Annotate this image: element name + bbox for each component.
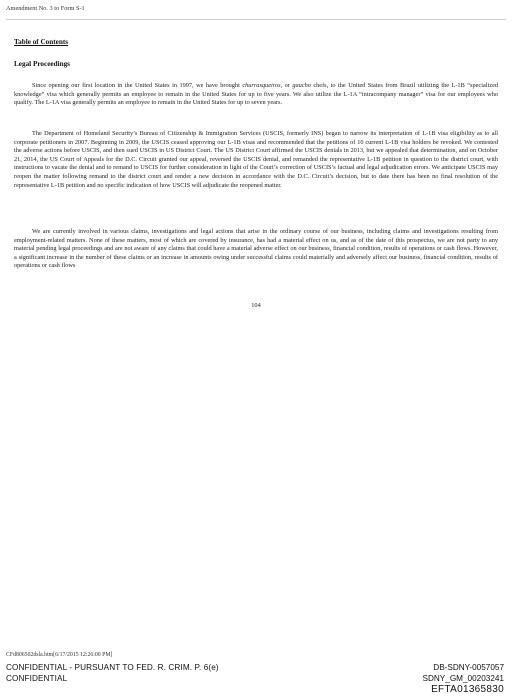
paragraph-3: We are currently involved in various claims, investigations and legal actions that arise in the ordinary course of our business, including claims and investigations resulting from employment-related matters. None of these matters, most of which are covered by insurance, has had a material effect on us, and as of the date of this prospectus, we are not party to any material pending legal proceedings and are not aware of any claims that could have a material adverse effect on our business, financial condition, results of operations or cash flows. However, a significant increase in the number of these claims or an increase in amounts owing under successful claims could materially and adversely affect our business, financial condition, results of operations or cash flows — [14, 228, 498, 270]
paragraph-1-before: Since opening our first location in the United States in 1997, we have brought — [32, 82, 243, 89]
confidential-notice: CONFIDENTIAL - PURSUANT TO FED. R. CRIM. P. 6(e) — [6, 663, 219, 672]
file-metadata: CFd80650​2dsla.htm[6/17/2015 12:26:00 PM] — [6, 652, 113, 658]
term-churrasqueiros: churrasqueiros — [242, 82, 281, 89]
bates-number-sdny: SDNY_GM_00203241 — [422, 674, 504, 683]
paragraph-1-mid: , or — [280, 82, 293, 89]
bates-number-db: DB-SDNY-0057057 — [433, 663, 504, 672]
term-gaucho: gaucho — [292, 82, 311, 89]
paragraph-2: The Department of Homeland Security’s Bureau of Citizenship & Immigration Services (USCIS, formerly INS) began to narrow its interpretation of L-1B visa eligibility as to all corporate petitioners in 2007. Beginning in 2009, the USCIS ceased approving our L-1B visas and recommended that the petitions of 10 current L-1B visa holders be revoked. We contested the adverse actions before USCIS, and then sued USCIS in US District Court. The US District Court affirmed the USCIS denials in 2013, but we appealed that determination, and on October 21, 2014, the US Court of Appeals for the D.C. Circuit granted our appeal, reversed the USCIS denial, and remanded the representative L-1B petition in question to the district court, with instructions to vacate the denial and to remand to USCIS for further consideration in light of the Court’s correction of USCIS’s factual and legal adjudication errors. We anticipate USCIS may reopen the matter following remand to the district court and render a new decision in accordance with the D.C. Circuit’s decision, but to date there has been no final resolution of the representative L-1B petition and no specific indication of how USCIS will adjudicate the reopened matter. — [14, 130, 498, 189]
filing-header: Amendment No. 3 to Form S-1 — [6, 5, 85, 12]
paragraph-1-after: chefs, to the United States from Brazil utilizing the L-1B “specialized knowledge” visa which generally permits an employee to remain in the United States for up to five years. We also utilize the L-1A “intracompany manager” visa for our employees who qualify. The L-1A visa generally permits an employee to remain in the United States for up to seven years. — [14, 82, 499, 107]
header-rule — [6, 19, 506, 20]
table-of-contents-link[interactable]: Table of Contents — [14, 38, 69, 46]
section-heading: Legal Proceedings — [14, 60, 70, 68]
efta-number: EFTA01365830 — [431, 684, 504, 695]
page-number: 104 — [251, 302, 261, 309]
paragraph-1 — [14, 82, 498, 108]
confidential-label: CONFIDENTIAL — [6, 674, 68, 683]
